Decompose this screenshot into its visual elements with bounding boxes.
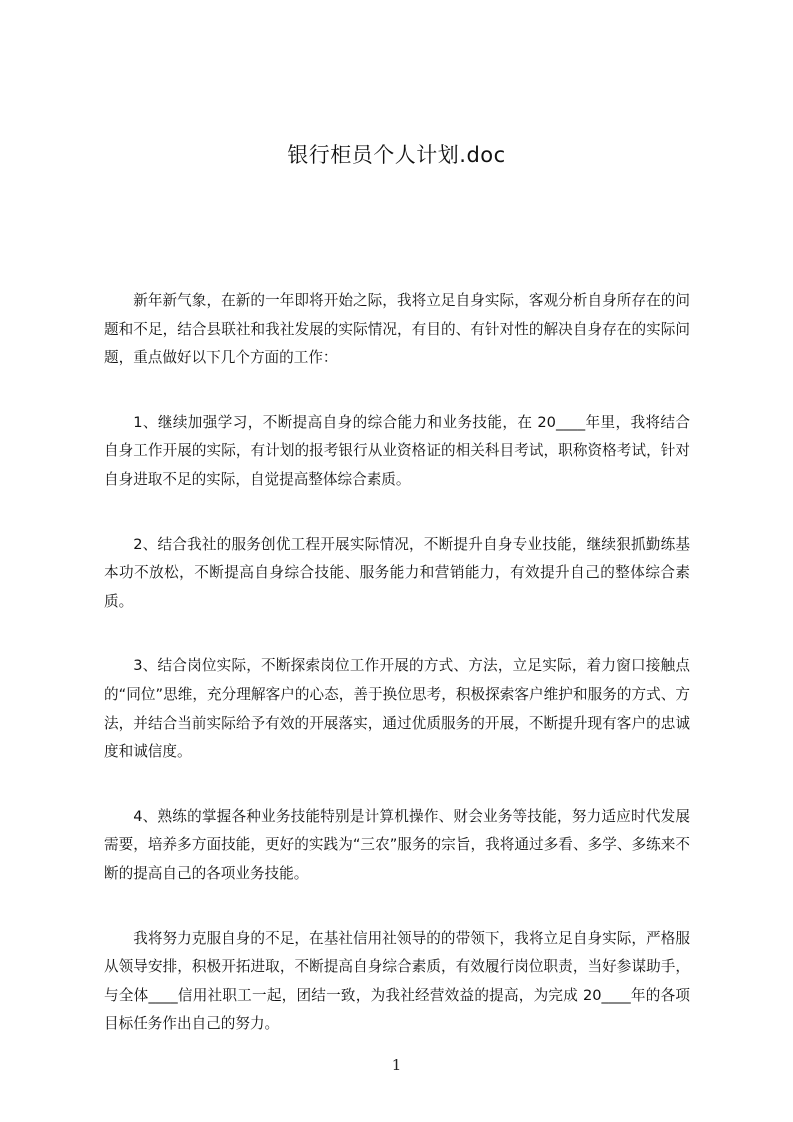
page-number: 1 — [391, 1056, 402, 1074]
paragraph-item-1: 1、继续加强学习，不断提高自身的综合能力和业务技能，在 20____年里，我将结合自身工作开展的实际，有计划的报考银行从业资格证的相关科目考试，职称资格考试，针对自身进取不足的实际，自觉提高整体综合素质。 — [104, 413, 690, 488]
document-body — [104, 287, 690, 1075]
document-title: 银行柜员个人计划.doc — [287, 143, 506, 167]
paragraph-item-2: 2、结合我社的服务创优工程开展实际情况，不断提升自身专业技能，继续狠抓勤练基本功不放松，不断提高自身综合技能、服务能力和营销能力，有效提升自己的整体综合素质。 — [104, 535, 690, 610]
paragraph-intro: 新年新气象，在新的一年即将开始之际，我将立足自身实际，客观分析自身所存在的问题和不足，结合县联社和我社发展的实际情况，有目的、有针对性的解决自身存在的实际问题，重点做好以下几个方面的工作： — [104, 292, 690, 367]
paragraph-item-4: 4、熟练的掌握各种业务技能特别是计算机操作、财会业务等技能，努力适应时代发展需要，培养多方面技能，更好的实践为“三农”服务的宗旨，我将通过多看、多学、多练来不断的提高自己的各项业务技能。 — [104, 807, 690, 882]
paragraph-closing: 我将努力克服自身的不足，在基社信用社领导的的带领下，我将立足自身实际，严格服从领导安排，积极开拓进取，不断提高自身综合素质，有效履行岗位职责，当好参谋助手，与全体____信用社职工一起，团结一致，为我社经营效益的提高，为完成 20____年的各项目标任务作出自己的努力。 — [104, 929, 690, 1033]
paragraph-item-3: 3、结合岗位实际，不断探索岗位工作开展的方式、方法，立足实际，着力窗口接触点的“同位”思维，充分理解客户的心态，善于换位思考，积极探索客户维护和服务的方式、方法，并结合当前实际给予有效的开展落实，通过优质服务的开展，不断提升现有客户的忠诚度和诚信度。 — [104, 657, 690, 761]
